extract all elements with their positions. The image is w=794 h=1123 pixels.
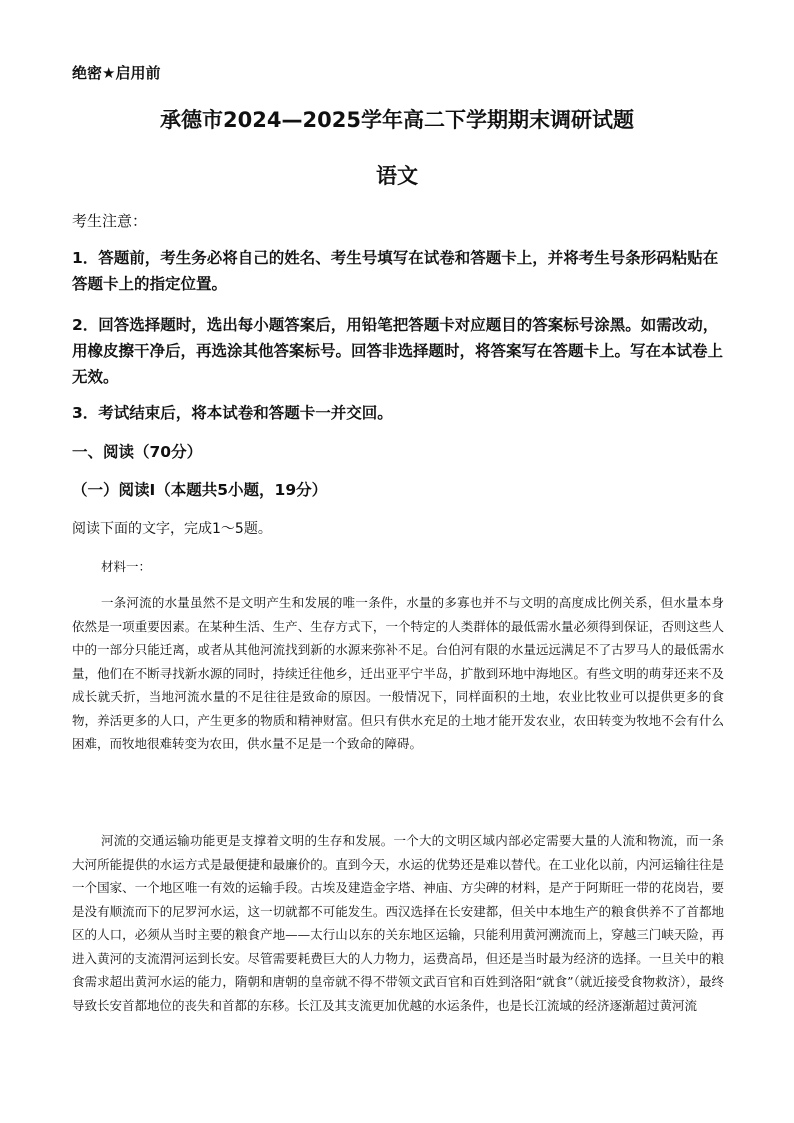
- subsection-heading: （一）阅读Ⅰ（本题共5小题，19分）: [72, 481, 328, 499]
- notice-item-3: 3．考试结束后，将本试卷和答题卡一并交回。: [72, 404, 393, 422]
- material-label: 材料一：: [101, 559, 152, 574]
- secret-mark: 绝密★启用前: [72, 64, 161, 82]
- passage-paragraph-1: 一条河流的水量虽然不是文明产生和发展的唯一条件，水量的多寡也并不与文明的高度成比例关系，但水量本身依然是一项重要因素。在某种生活、生产、生存方式下，一个特定的人类群体的最低需水量必须得到保证，否则这些人中的一部分只能迁离，或者从其他河流找到新的水源来弥补不足。台伯河有限的水量远远满足不了古罗马人的最低需水量，他们在不断寻找新水源的同时，持续迁往他乡，迁出亚平宁半岛，扩散到环地中海地区。有些文明的萌芽还来不及成长就夭折，当地河流水量的不足往往是致命的原因。一般情况下，同样面积的土地，农业比牧业可以提供更多的食物，养活更多的人口，产生更多的物质和精神财富。但只有供水充足的土地才能开发农业，农田转变为牧地不会有什么困难，而牧地很难转变为农田，供水量不足是一个致命的障碍。: [72, 595, 724, 751]
- notice-item-1: 1．答题前，考生务必将自己的姓名、考生号填写在试卷和答题卡上，并将考生号条形码粘贴在答题卡上的指定位置。: [72, 249, 719, 293]
- section-heading: 一、阅读（70分）: [72, 443, 203, 461]
- passage-paragraph-2: 河流的交通运输功能更是支撑着文明的生存和发展。一个大的文明区域内部必定需要大量的人流和物流，而一条大河所能提供的水运方式是最便捷和最廉价的。直到今天，水运的优势还是难以替代。在工业化以前，内河运输往往是一个国家、一个地区唯一有效的运输手段。古埃及建造金字塔、神庙、方尖碑的材料，是产于阿斯旺一带的花岗岩，要是没有顺流而下的尼罗河水运，这一切就都不可能发生。西汉选择在长安建都，但关中本地生产的粮食供养不了首都地区的人口，必须从当时主要的粮食产地——太行山以东的关东地区运输，只能利用黄河溯流而上，穿越三门峡天险，再进入黄河的支流渭河运到长安。尽管需要耗费巨大的人力物力，运费高昂，但还是当时最为经济的选择。一旦关中的粮食需求超出黄河水运的能力，隋朝和唐朝的皇帝就不得不带领文武百官和百姓到洛阳“就食”（就近接受食物救济），最终导致长安首都地位的丧失和首都的东移。长江及其支流更加优越的水运条件，也是长江流域的经济逐渐超过黄河流: [72, 833, 724, 1013]
- notice-heading: 考生注意：: [72, 212, 148, 230]
- subject-title: 语文: [376, 164, 418, 188]
- exam-title: 承德市2024—2025学年高二下学期期末调研试题: [160, 108, 634, 132]
- reading-instruction: 阅读下面的文字，完成1～5题。: [72, 521, 272, 537]
- notice-item-2: 2．回答选择题时，选出每小题答案后，用铅笔把答题卡对应题目的答案标号涂黑。如需改动，用橡皮擦干净后，再选涂其他答案标号。回答非选择题时，将答案写在答题卡上。写在本试卷上无效。: [72, 316, 724, 386]
